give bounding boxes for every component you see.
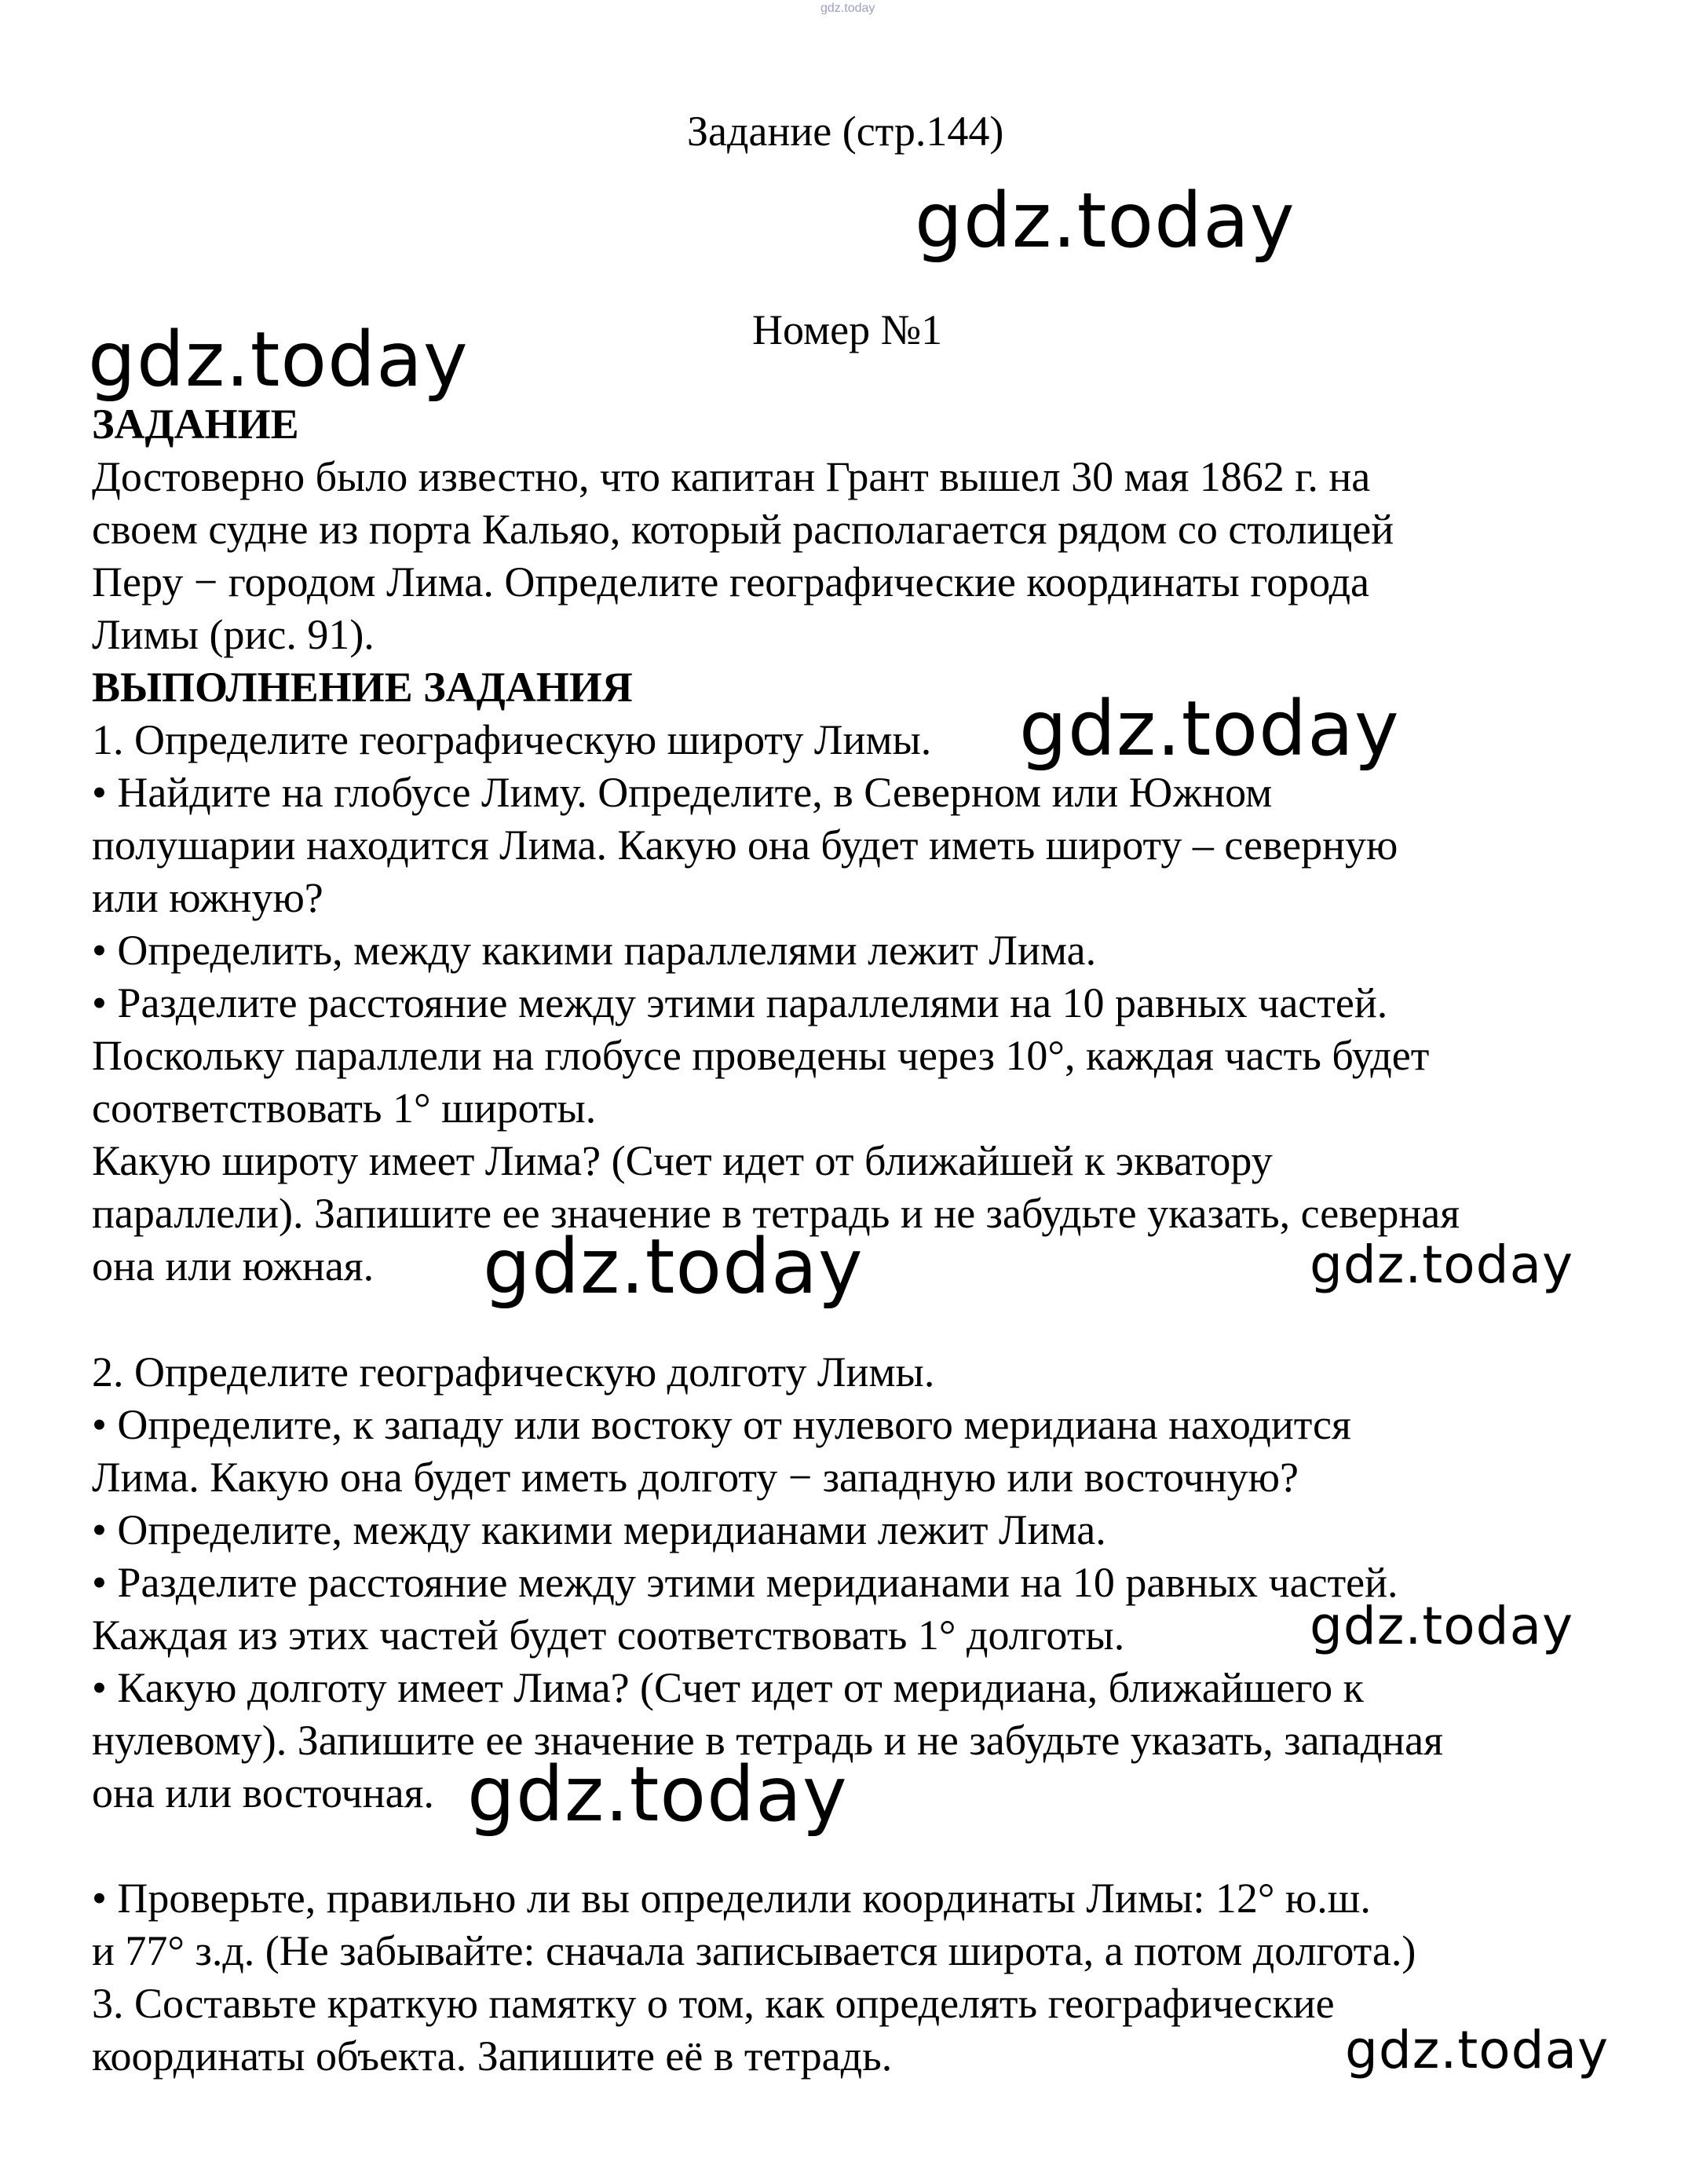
watermark-logo: gdz.today — [88, 316, 469, 404]
solution-line: и 77° з.д. (Не забывайте: сначала записывается широта, а потом долгота.) — [92, 1927, 1416, 1974]
solution-line: полушарии находится Лима. Какую она будет иметь широту – северную — [92, 821, 1398, 869]
task-line: Перу − городом Лима. Определите географические координаты города — [92, 558, 1370, 605]
watermark-logo: gdz.today — [1019, 685, 1400, 773]
solution-line: • Разделите расстояние между этими меридианами на 10 равных частей. — [92, 1559, 1398, 1606]
solution-line: • Определите, между какими меридианами лежит Лима. — [92, 1506, 1106, 1553]
watermark-logo: gdz.today — [1310, 1235, 1574, 1295]
task-label: ЗАДАНИЕ — [92, 401, 299, 448]
solution-line: 2. Определите географическую долготу Лимы. — [92, 1348, 935, 1396]
solution-line: параллели). Запишите ее значение в тетрадь и не забудьте указать, северная — [92, 1190, 1460, 1237]
watermark-logo: gdz.today — [1345, 2020, 1610, 2080]
task-number: Номер №1 — [752, 306, 943, 353]
watermark-logo: gdz.today — [915, 177, 1296, 265]
solution-line: она или южная. — [92, 1242, 375, 1290]
solution-line: • Проверьте, правильно ли вы определили координаты Лимы: 12° ю.ш. — [92, 1875, 1371, 1922]
watermark-logo: gdz.today — [483, 1223, 864, 1311]
solution-line: координаты объекта. Запишите её в тетрадь. — [92, 2032, 893, 2080]
solution-line: соответствовать 1° широты. — [92, 1085, 597, 1132]
solution-line: Какую широту имеет Лима? (Счет идет от ближайшей к экватору — [92, 1137, 1273, 1184]
solution-line: • Какую долготу имеет Лима? (Счет идет от меридиана, ближайшего к — [92, 1664, 1364, 1711]
solution-line: • Разделите расстояние между этими параллелями на 10 равных частей. — [92, 979, 1388, 1026]
solution-line: Поскольку параллели на глобусе проведены через 10°, каждая часть будет — [92, 1032, 1430, 1079]
watermark-logo: gdz.today — [467, 1750, 848, 1838]
solution-line: 1. Определите географическую широту Лимы. — [92, 716, 932, 763]
solution-line: Лима. Какую она будет иметь долготу − западную или восточную? — [92, 1454, 1299, 1501]
solution-line: или южную? — [92, 874, 323, 921]
solution-line: • Найдите на глобусе Лиму. Определите, в Северном или Южном — [92, 769, 1273, 816]
task-line: Лимы (рис. 91). — [92, 611, 375, 658]
task-line: своем судне из порта Кальяо, который располагается рядом со столицей — [92, 506, 1394, 553]
top-watermark: gdz.today — [820, 2, 875, 15]
watermark-logo: gdz.today — [1310, 1596, 1574, 1656]
solution-line: 3. Составьте краткую памятку о том, как определять географические — [92, 1980, 1335, 2027]
task-line: Достоверно было известно, что капитан Грант вышел 30 мая 1862 г. на — [92, 453, 1371, 500]
solution-line: • Определите, к западу или востоку от нулевого меридиана находится — [92, 1401, 1351, 1448]
solution-label: ВЫПОЛНЕНИЕ ЗАДАНИЯ — [92, 664, 633, 711]
page-title: Задание (стр.144) — [687, 108, 1004, 155]
solution-line: нулевому). Запишите ее значение в тетрадь и не забудьте указать, западная — [92, 1717, 1443, 1764]
solution-line: Каждая из этих частей будет соответствовать 1° долготы. — [92, 1611, 1125, 1659]
solution-line: • Определить, между какими параллелями лежит Лима. — [92, 927, 1097, 974]
solution-line: она или восточная. — [92, 1769, 434, 1816]
